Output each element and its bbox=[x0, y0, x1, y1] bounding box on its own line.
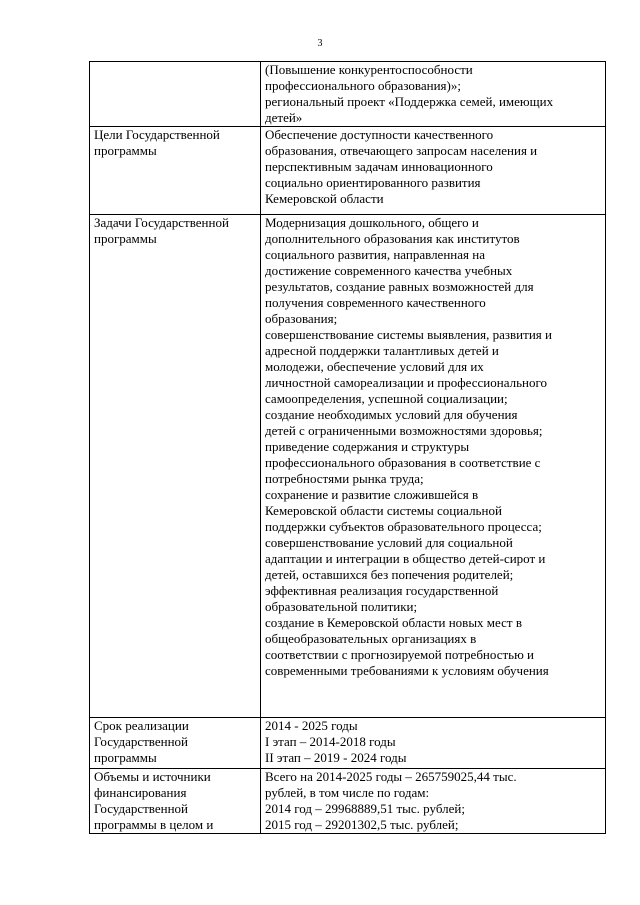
row-value-line: общеобразовательных организациях в bbox=[265, 631, 477, 646]
row-value-line: образовательной политики; bbox=[265, 599, 418, 614]
row-value-line: профессионального образования)»; bbox=[265, 78, 461, 93]
row-value-line: создание в Кемеровской области новых мест в bbox=[265, 615, 522, 630]
table-row-goals bbox=[90, 127, 606, 215]
row-label-line: Государственной bbox=[94, 801, 189, 816]
row-value-cell bbox=[261, 718, 606, 769]
row-value-line: (Повышение конкурентоспособности bbox=[265, 62, 473, 77]
row-value-line: I этап – 2014-2018 годы bbox=[265, 734, 396, 749]
row-label-line: программы в целом и bbox=[94, 817, 214, 832]
row-label-cell bbox=[90, 769, 261, 834]
row-value-line: социального развития, направленная на bbox=[265, 247, 485, 262]
row-value-line: потребностями рынка труда; bbox=[265, 471, 424, 486]
table-row-term bbox=[90, 718, 606, 769]
row-label-line: Цели Государственной bbox=[94, 127, 220, 142]
row-value-line: Кемеровской области bbox=[265, 191, 384, 206]
row-value-line: Кемеровской области системы социальной bbox=[265, 503, 502, 518]
row-label-line: программы bbox=[94, 750, 157, 765]
page-number: 3 bbox=[317, 38, 323, 49]
row-value-cell bbox=[261, 769, 606, 834]
row-label-line: Задачи Государственной bbox=[94, 215, 229, 230]
row-value-line: достижение современного качества учебных bbox=[265, 263, 513, 278]
row-value-line: 2014 год – 29968889,51 тыс. рублей; bbox=[265, 801, 465, 816]
row-value-line: профессионального образования в соответствие с bbox=[265, 455, 541, 470]
row-label-cell bbox=[90, 718, 261, 769]
row-label-line: Срок реализации bbox=[94, 718, 189, 733]
table-row-tasks bbox=[90, 215, 606, 718]
row-value-line: приведение содержания и структуры bbox=[265, 439, 470, 454]
table-row-continuation bbox=[90, 62, 606, 127]
row-value-line: 2015 год – 29201302,5 тыс. рублей; bbox=[265, 817, 459, 832]
row-value-line: образования, отвечающего запросам населения и bbox=[265, 143, 538, 158]
row-value-line: совершенствование системы выявления, развития и bbox=[265, 327, 552, 342]
row-value-cell bbox=[261, 62, 606, 127]
row-value-line: Обеспечение доступности качественного bbox=[265, 127, 494, 142]
row-label-cell bbox=[90, 127, 261, 215]
row-value-line: адресной поддержки талантливых детей и bbox=[265, 343, 499, 358]
row-value-cell bbox=[261, 215, 606, 718]
table-row-funding bbox=[90, 769, 606, 834]
row-label-line: Объемы и источники bbox=[94, 769, 211, 784]
row-value-line: детей с ограниченными возможностями здоровья; bbox=[265, 423, 543, 438]
row-value-line: детей» bbox=[265, 110, 303, 125]
row-label-cell bbox=[90, 215, 261, 718]
row-value-line: Модернизация дошкольного, общего и bbox=[265, 215, 479, 230]
row-label-line: программы bbox=[94, 143, 157, 158]
row-value-line: 2014 - 2025 годы bbox=[265, 718, 358, 733]
row-label-line: программы bbox=[94, 231, 157, 246]
row-value-line: современными требованиями к условиям обучения bbox=[265, 663, 549, 678]
row-value-line: создание необходимых условий для обучения bbox=[265, 407, 518, 422]
row-value-line: поддержки субъектов образовательного процесса; bbox=[265, 519, 542, 534]
row-value-line: рублей, в том числе по годам: bbox=[265, 785, 430, 800]
row-value-line: молодежи, обеспечение условий для их bbox=[265, 359, 484, 374]
row-value-line: Всего на 2014-2025 годы – 265759025,44 тыс. bbox=[265, 769, 517, 784]
row-value-line: II этап – 2019 - 2024 годы bbox=[265, 750, 407, 765]
program-passport-table bbox=[89, 61, 606, 834]
row-label-line: Государственной bbox=[94, 734, 189, 749]
row-label-cell bbox=[90, 62, 261, 127]
row-value-line: результатов, создание равных возможностей для bbox=[265, 279, 534, 294]
row-value-line: соответствии с прогнозируемой потребностью и bbox=[265, 647, 535, 662]
row-value-cell bbox=[261, 127, 606, 215]
row-label-line: финансирования bbox=[94, 785, 187, 800]
row-value-line: личностной самореализации и профессионального bbox=[265, 375, 547, 390]
row-value-line: социально ориентированного развития bbox=[265, 175, 481, 190]
row-value-line: получения современного качественного bbox=[265, 295, 486, 310]
row-value-line: дополнительного образования как институтов bbox=[265, 231, 520, 246]
row-value-line: совершенствование условий для социальной bbox=[265, 535, 513, 550]
row-value-line: самоопределения, успешной социализации; bbox=[265, 391, 508, 406]
row-value-line: детей, оставшихся без попечения родителей; bbox=[265, 567, 514, 582]
row-value-line: эффективная реализация государственной bbox=[265, 583, 499, 598]
row-value-line: адаптации и интеграции в общество детей-сирот и bbox=[265, 551, 546, 566]
row-value-line: сохранение и развитие сложившейся в bbox=[265, 487, 479, 502]
row-value-line: образования; bbox=[265, 311, 338, 326]
row-value-line: перспективным задачам инновационного bbox=[265, 159, 493, 174]
row-value-line: региональный проект «Поддержка семей, имеющих bbox=[265, 94, 554, 109]
